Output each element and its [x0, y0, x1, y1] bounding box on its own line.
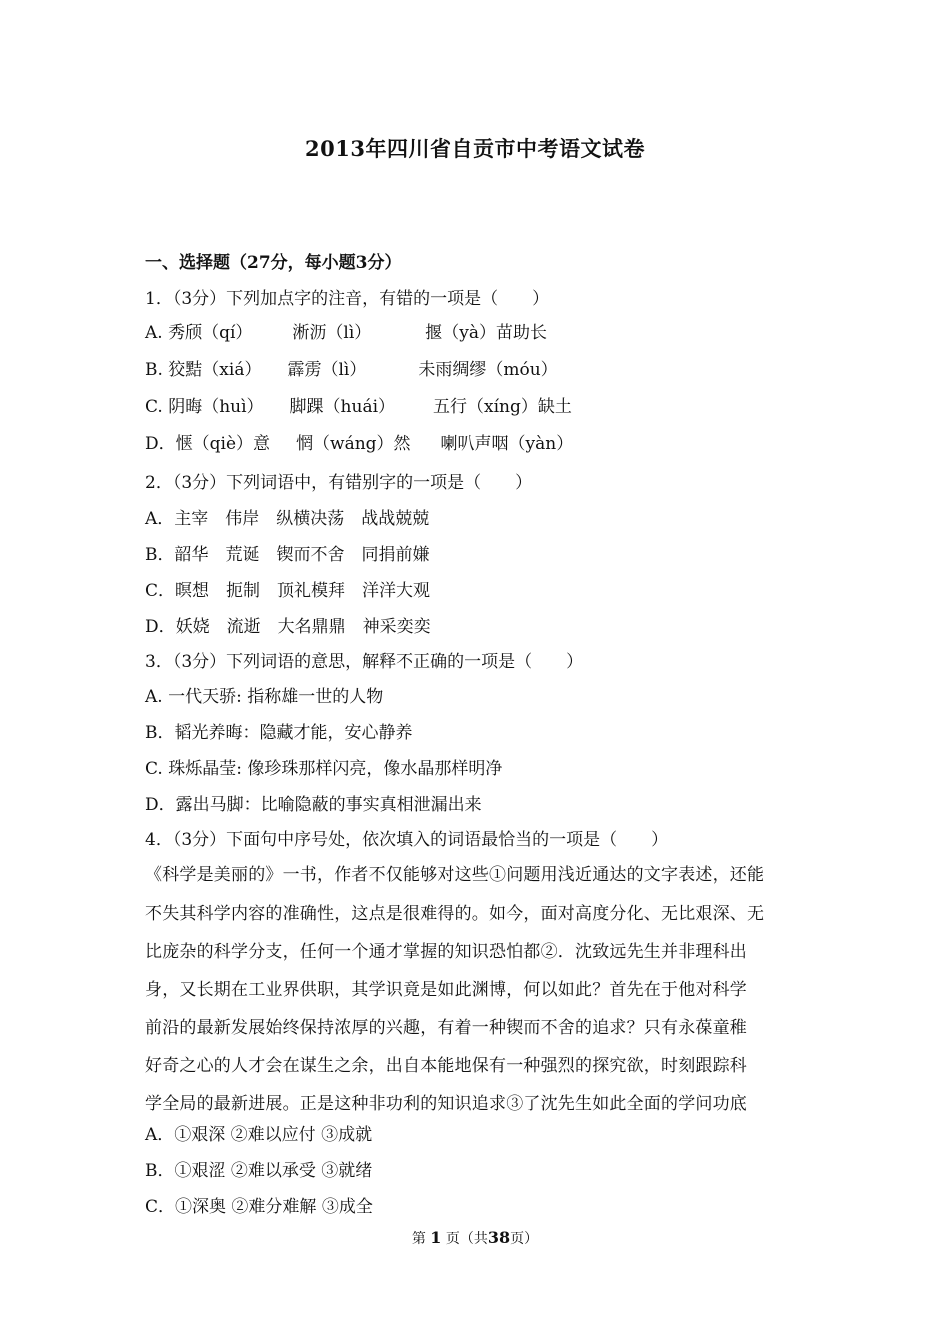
question-4-passage-line: 前沿的最新发展始终保持浓厚的兴趣，有着一种锲而不舍的追求？只有永葆童稚 [145, 1018, 747, 1038]
question-4-passage-line: 《科学是美丽的》一书，作者不仅能够对这些①问题用浅近通达的文字表述，还能 [145, 865, 765, 885]
question-2-option-d: D．妖娆 流逝 大名鼎鼎 神采奕奕 [145, 617, 431, 637]
option-part: 五行（xíng）缺土 [433, 397, 572, 417]
footer-prefix: 第 [411, 1231, 426, 1247]
option-part: A. 秀颀（qí） [145, 323, 253, 343]
footer-mid: 页（共 [445, 1231, 488, 1247]
question-2-stem: 2．（3分）下列词语中，有错别字的一项是（ ） [145, 473, 533, 493]
question-1-stem: 1．（3分）下列加点字的注音，有错的一项是（ ） [145, 289, 550, 309]
total-pages: 38 [487, 1228, 511, 1247]
page-number: 1 [430, 1228, 442, 1247]
option-part: B. 狡黠（xiá） [145, 360, 262, 380]
question-4-option-a: A．①艰深 ②难以应付 ③成就 [145, 1125, 373, 1145]
question-3-option-a: A. 一代天骄: 指称雄一世的人物 [145, 687, 384, 707]
question-3-option-c: C. 珠烁晶莹: 像珍珠那样闪亮，像水晶那样明净 [145, 759, 503, 779]
question-3-option-d: D．露出马脚：比喻隐蔽的事实真相泄漏出来 [145, 795, 482, 815]
question-3-stem: 3．（3分）下列词语的意思，解释不正确的一项是（ ） [145, 652, 584, 672]
footer-suffix: 页） [510, 1231, 539, 1247]
option-part: 霹雳（lì） [287, 360, 367, 380]
option-part: 喇叭声咽（yàn） [440, 434, 574, 454]
question-4-passage-line: 比庞杂的科学分支，任何一个通才掌握的知识恐怕都②．沈致远先生并非理科出 [145, 942, 747, 962]
question-2-option-a: A．主宰 伟岸 纵横决荡 战战兢兢 [145, 509, 430, 529]
page-title: 2013年四川省自贡市中考语文试卷 [305, 136, 645, 161]
option-part: D．惬（qiè）意 [145, 434, 271, 454]
question-2-option-b: B．韶华 荒诞 锲而不舍 同捐前嫌 [145, 545, 430, 565]
option-part: 脚踝（huái） [289, 397, 396, 417]
question-4-passage-line: 不失其科学内容的准确性，这点是很难得的。如今，面对高度分化、无比艰深、无 [145, 904, 765, 924]
question-1-option-d [145, 433, 810, 455]
option-part: 未雨绸缪（móu） [418, 360, 558, 380]
question-2-option-c: C．暝想 扼制 顶礼模拜 洋洋大观 [145, 581, 431, 601]
question-1-option-c [145, 396, 810, 418]
option-part: 揠（yà）苗助长 [425, 323, 548, 343]
question-4-passage-line: 身，又长期在工业界供职，其学识竟是如此渊博，何以如此？首先在于他对科学 [145, 980, 747, 1000]
option-part: 淅沥（lì） [292, 323, 372, 343]
page-footer [0, 1228, 950, 1248]
option-part: C. 阴晦（huì） [145, 397, 264, 417]
question-1-option-b [145, 359, 810, 381]
question-4-option-b: B．①艰涩 ②难以承受 ③就绪 [145, 1161, 373, 1181]
question-4-passage-line: 好奇之心的人才会在谋生之余，出自本能地保有一种强烈的探究欲，时刻跟踪科 [145, 1056, 747, 1076]
question-4-stem: 4．（3分）下面句中序号处，依次填入的词语最恰当的一项是（ ） [145, 830, 669, 850]
question-3-option-b: B．韬光养晦：隐藏才能，安心静养 [145, 723, 413, 743]
question-4-passage-line: 学全局的最新进展。正是这种非功利的知识追求③了沈先生如此全面的学问功底 [145, 1094, 747, 1114]
option-part: 惘（wáng）然 [296, 434, 411, 454]
question-4-option-c: C．①深奥 ②难分难解 ③成全 [145, 1197, 373, 1217]
section-heading: 一、选择题（27分，每小题3分） [145, 253, 402, 273]
question-1-option-a [145, 322, 810, 344]
